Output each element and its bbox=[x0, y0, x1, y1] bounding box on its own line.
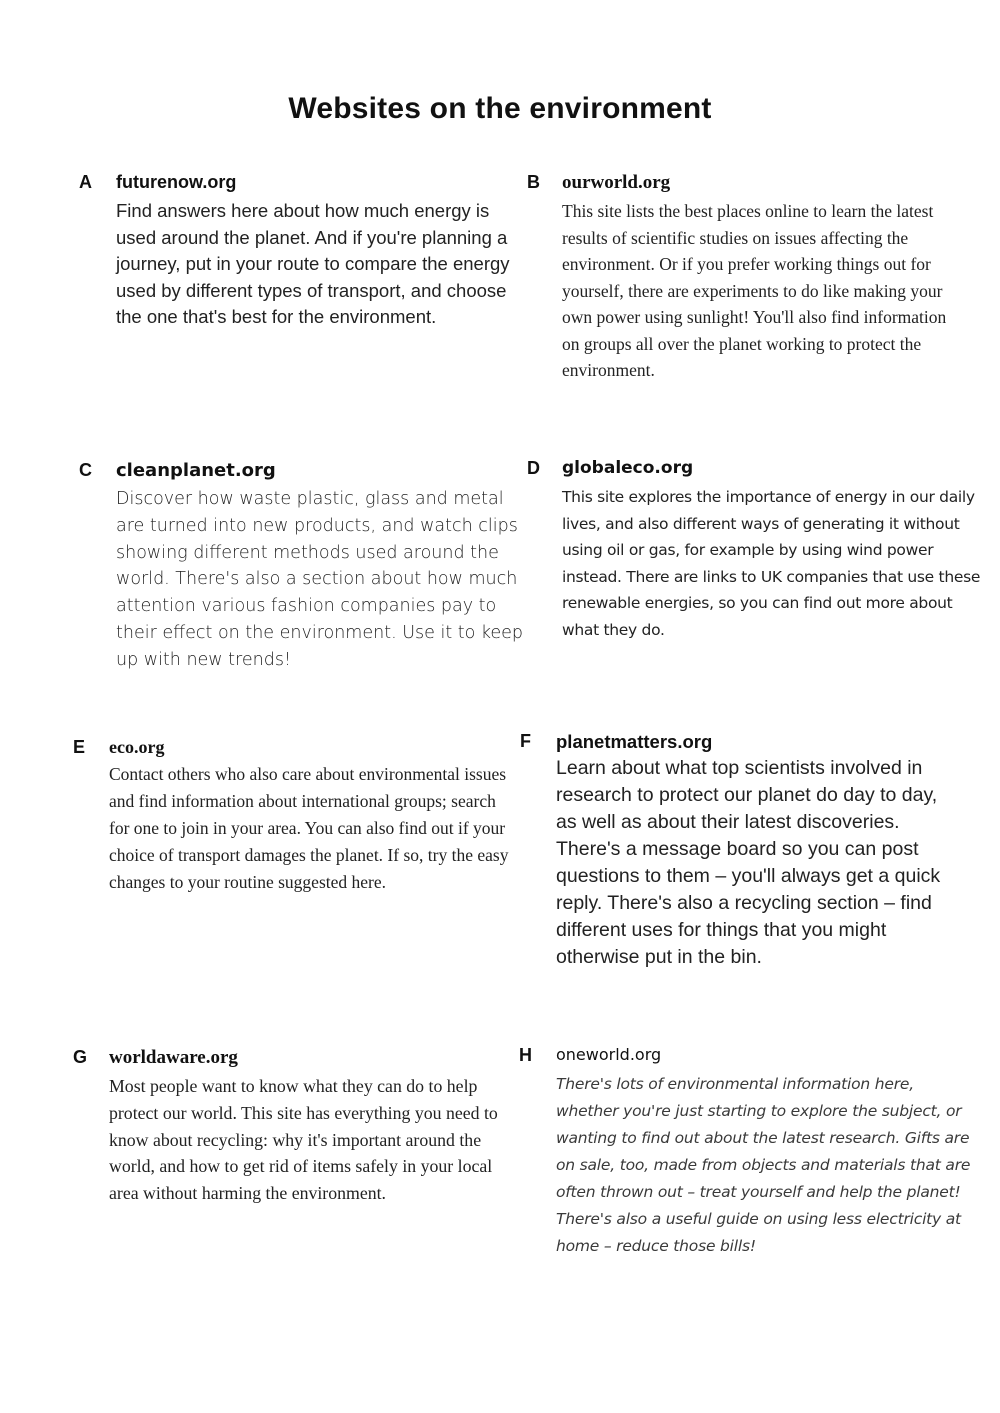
website-description: Contact others who also care about environmental issues and find information about international groups; search for one to join in your area. You can also find out if your choice of transport damages the planet. If so, try the easy changes to your routine suggested here. bbox=[109, 764, 509, 892]
website-name: cleanplanet.org bbox=[116, 460, 276, 481]
website-description: Find answers here about how much energy is used around the planet. And if you're planning a journey, put in your route to compare the energy used by different types of transport, and choose the one that's best for the environment. bbox=[116, 200, 510, 327]
website-name: planetmatters.org bbox=[556, 731, 713, 752]
entry-letter: F bbox=[520, 731, 531, 751]
website-name: worldaware.org bbox=[109, 1047, 238, 1068]
entry-letter: B bbox=[527, 172, 540, 192]
entry-letter: H bbox=[519, 1045, 532, 1065]
website-name: eco.org bbox=[109, 737, 165, 757]
website-name: globaleco.org bbox=[562, 458, 694, 478]
entry-letter: G bbox=[73, 1047, 88, 1067]
entry-letter: D bbox=[527, 458, 540, 478]
entry-letter: A bbox=[79, 172, 92, 192]
website-description: Discover how waste plastic, glass and metal are turned into new products, and watch clips showing different methods used around the world. There's also a section about how much attention various fashion companies pay to their effect on the environment. Use it to keep up with new trends! bbox=[116, 489, 524, 670]
website-description: There's lots of environmental information here, whether you're just starting to explore the subject, or wanting to find out about the latest research. Gifts are on sale, too, made from objects and materials that are often thrown out – treat yourself and help the planet! There's also a useful guide on using less electricity at home – reduce those bills! bbox=[556, 1075, 971, 1255]
website-description: This site explores the importance of energy in our daily lives, and also different ways of generating it without using oil or gas, for example by using wind power instead. There are links to UK companies that use these renewable energies, so you can find out more about what they do. bbox=[562, 488, 981, 639]
website-description: This site lists the best places online to learn the latest results of scientific studies on issues affecting the environment. Or if you prefer working things out for yourself, there are experiments to do like making your own power using sunlight! You'll also find information on groups all over the planet working to protect the environment. bbox=[562, 201, 947, 380]
website-description: Most people want to know what they can do to help protect our world. This site has everything you need to know about recycling: why it's important around the world, and how to get rid of items safely in your local area without harming the environment. bbox=[109, 1076, 498, 1204]
website-name: ourworld.org bbox=[562, 172, 671, 193]
page-title: Websites on the environment bbox=[288, 92, 712, 125]
website-description: Learn about what top scientists involved in research to protect our planet do day to day, as well as about their latest discoveries. There's a message board so you can post questions to them – you'll always get a quick reply. There's also a recycling section – find different uses for things that you might otherwise put in the bin. bbox=[556, 757, 941, 968]
entry-letter: E bbox=[73, 737, 86, 757]
website-name: oneworld.org bbox=[556, 1045, 662, 1064]
entry-letter: C bbox=[79, 460, 92, 480]
website-name: futurenow.org bbox=[116, 172, 237, 192]
